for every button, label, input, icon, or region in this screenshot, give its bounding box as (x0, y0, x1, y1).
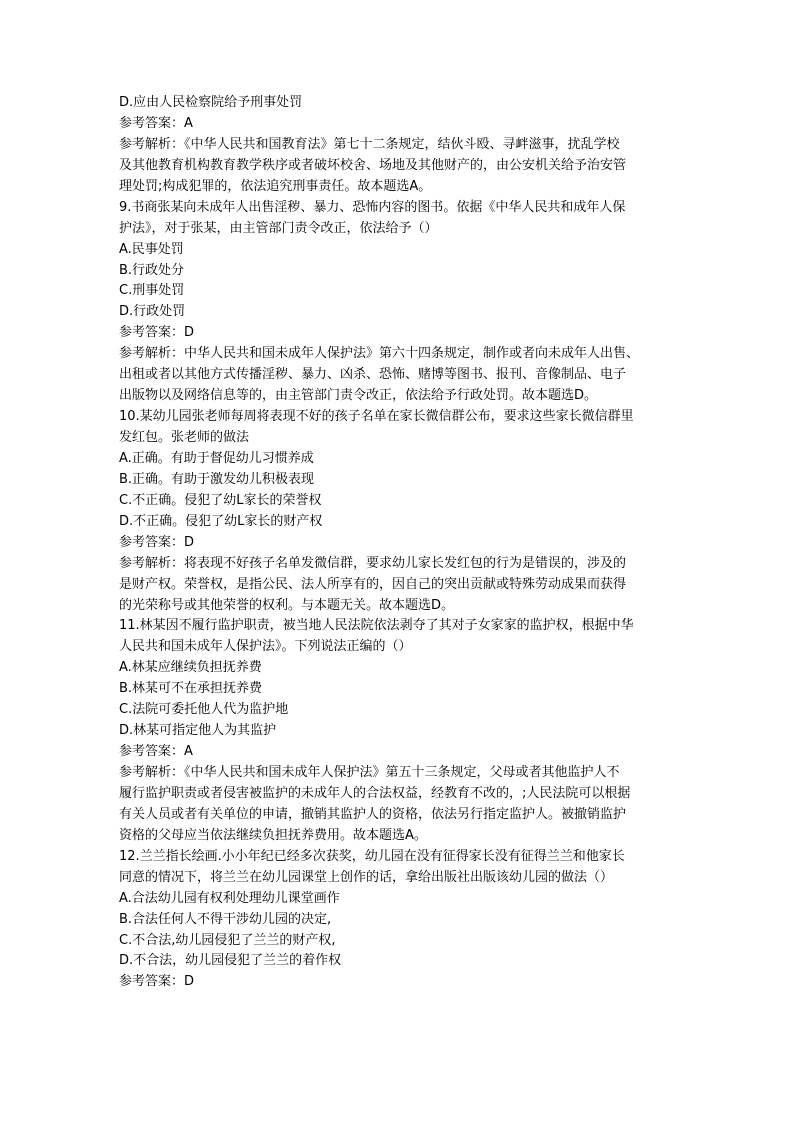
text-line: 出版物以及网络信息等的，由主管部门责令改正，依法给予行政处罚。故本题选D。 (119, 388, 598, 404)
text-line: 出租或者以其他方式传播淫秽、暴力、凶杀、恐怖、赌博等图书、报刊、音像制品、电子 (119, 367, 627, 383)
answer-line: 参考答案：A (119, 744, 193, 760)
document-page (119, 93, 679, 993)
option-line: C.不合法,幼儿园侵犯了兰兰的财产权, (119, 932, 336, 948)
option-line: B.正确。有助于激发幼儿积极表现 (119, 471, 315, 487)
question-line: 10.某幼儿园张老师每周将表现不好的孩子名单在家长微信群公布，要求这些家长微信群里 (119, 409, 634, 425)
option-line: A.林某应继续负担抚养费 (119, 660, 262, 676)
option-line: B.行政处分 (119, 262, 185, 278)
text-line: 参考解析：《中华人民共和国教育法》第七十二条规定，结伙斗殴、寻衅滋事，扰乱学校 (119, 136, 620, 152)
question-line: 同意的情况下，将兰兰在幼儿园课堂上创作的话，拿给出版社出版该幼儿园的做法（） (119, 869, 614, 885)
answer-line: 参考答案：A (119, 115, 193, 131)
text-line: 及其他教育机构教育教学秩序或者破坏校舍、场地及其他财产的，由公安机关给予治安管 (119, 157, 627, 173)
text-line: 参考解析：将表现不好孩子名单发微信群，要求幼儿家长发红包的行为是错误的，涉及的 (119, 555, 627, 571)
question-line: 人民共和国未成年人保护法》。下列说法正编的（） (119, 639, 412, 655)
answer-line: 参考答案：D (119, 534, 195, 550)
question-line: 11.林某因不履行监护职责，被当地人民法院依法剥夺了其对子女家家的监护权，根据中华 (119, 618, 634, 634)
text-line: 有关人员或者有关单位的申请，撤销其监护人的资格，依法另行指定监护人。被撤销监护 (119, 806, 627, 822)
text-line: 的光荣称号或其他荣誉的权利。与本题无关。故本题选D。 (119, 597, 455, 613)
option-line: C.法院可委托他人代为监护地 (119, 702, 289, 718)
option-line: D.不正确。侵犯了幼L家长的财产权 (119, 513, 323, 529)
text-line: 参考解析：《中华人民共和国未成年人保护法》第五十三条规定，父母或者其他监护人不 (119, 765, 620, 780)
question-line: 护法》，对于张某，由主管部门责令改正，依法给予（） (119, 220, 438, 236)
option-line: D.林某可指定他人为其监护 (119, 723, 277, 739)
text-line: 履行监护职责或者侵害被监护的未成年人的合法权益，经教育不改的，;人民法院可以根据 (119, 785, 631, 801)
question-line: 发红包。张老师的做法 (119, 430, 250, 445)
option-line: B.合法任何人不得干涉幼儿园的决定, (119, 911, 332, 927)
answer-line: 参考答案：D (119, 325, 195, 341)
option-line: C.刑事处罚 (119, 283, 185, 299)
text-line: 资格的父母应当依法继续负担抚养费用。故本题选A。 (119, 827, 427, 843)
option-line: A.民事处罚 (119, 241, 184, 257)
text-line: D.应由人民检察院给予刑事处罚 (119, 95, 303, 110)
text-line: 是财产权。荣誉权，是指公民、法人所享有的，因自己的突出贡献或特殊劳动成果而获得 (119, 576, 627, 592)
option-line: D.不合法，幼儿园侵犯了兰兰的着作权 (119, 953, 342, 969)
text-line: 理处罚;构成犯罪的，依法追究刑事责任。故本题选A。 (119, 178, 432, 194)
question-line: 12.兰兰指长绘画.小小年纪已经多次获奖，幼儿园在没有征得家长没有征得兰兰和他家长 (119, 848, 625, 864)
option-line: B.林某可不在承担抚养费 (119, 681, 263, 697)
option-line: D.行政处罚 (119, 304, 186, 320)
answer-line: 参考答案：D (119, 974, 195, 990)
option-line: A.正确。有助于督促幼儿习惯养成 (119, 450, 314, 466)
option-line: A.合法幼儿园有权利处理幼儿课堂画作 (119, 890, 340, 906)
text-line: 参考解析：中华人民共和国未成年人保护法》第六十四条规定，制作或者向未成年人出售、 (119, 346, 640, 362)
option-line: C.不正确。侵犯了幼L家长的荣誉权 (119, 492, 322, 508)
question-line: 9.书商张某向未成年人出售淫秽、暴力、恐怖内容的图书。依据《中华人民共和成年人保 (119, 199, 626, 215)
